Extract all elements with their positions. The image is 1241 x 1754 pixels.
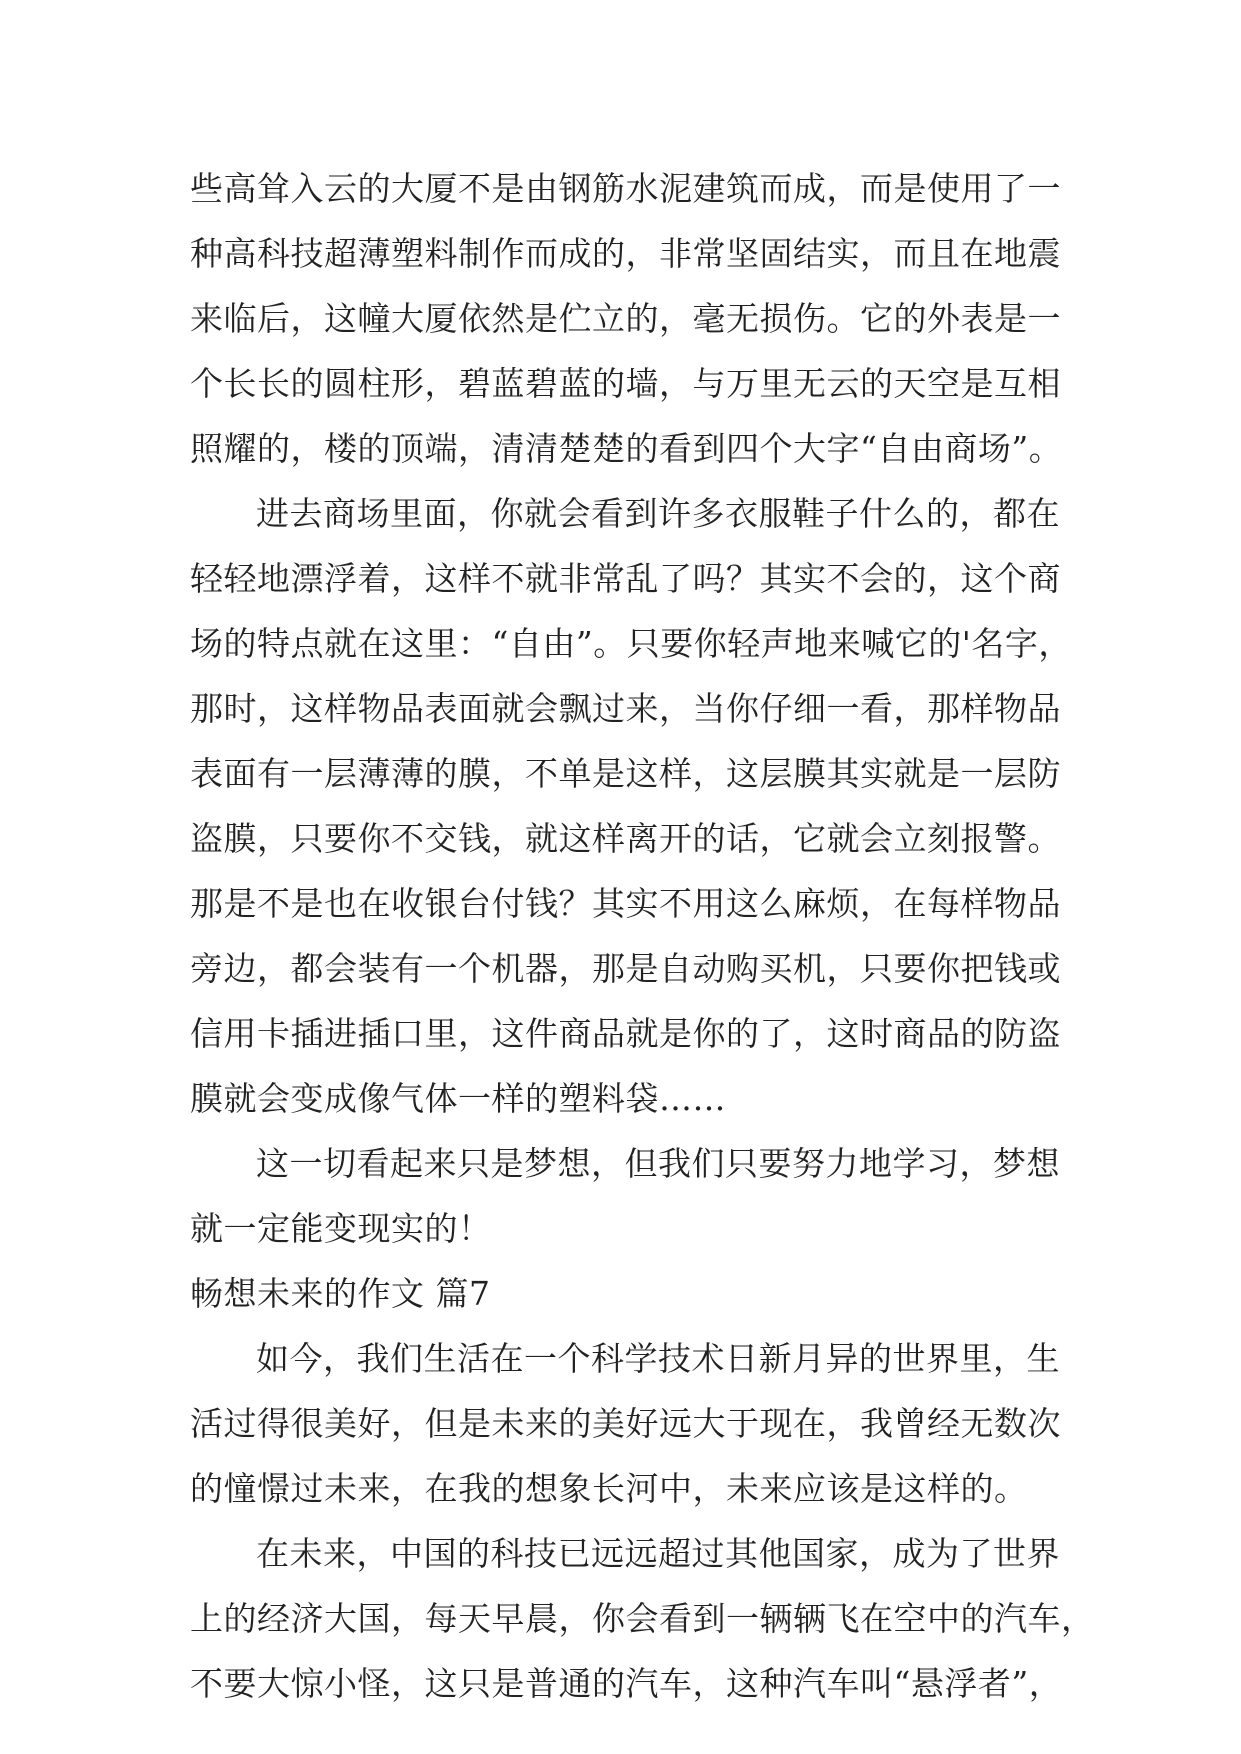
text-line: 的憧憬过未来，在我的想象长河中，未来应该是这样的。 xyxy=(190,1469,1028,1508)
text-line: 上的经济大国，每天早晨，你会看到一辆辆飞在空中的汽车， xyxy=(190,1599,1095,1638)
text-line: 轻轻地漂浮着，这样不就非常乱了吗？其实不会的，这个商 xyxy=(190,559,1061,598)
text-line: 活过得很美好，但是未来的美好远大于现在，我曾经无数次 xyxy=(190,1404,1061,1443)
text-line: 如今，我们生活在一个科学技术日新月异的世界里，生 xyxy=(256,1339,1060,1378)
paragraph-mall xyxy=(190,481,1090,1131)
text-line: 不要大惊小怪，这只是普通的汽车，这种汽车叫“悬浮者”， xyxy=(190,1664,1063,1703)
text-line: 种高科技超薄塑料制作而成的，非常坚固结实，而且在地震 xyxy=(190,234,1061,273)
paragraph-dream xyxy=(190,1131,1090,1261)
text-line: 表面有一层薄薄的膜，不单是这样，这层膜其实就是一层防 xyxy=(190,754,1061,793)
text-line: 这一切看起来只是梦想，但我们只要努力地学习，梦想 xyxy=(256,1144,1060,1183)
text-line: 在未来，中国的科技已远远超过其他国家，成为了世界 xyxy=(256,1534,1060,1573)
text-line: 旁边，都会装有一个机器，那是自动购买机，只要你把钱或 xyxy=(190,949,1061,988)
text-line: 膜就会变成像气体一样的塑料袋…… xyxy=(190,1079,726,1118)
section-heading: 畅想未来的作文 篇7 xyxy=(190,1274,491,1313)
text-line: 场的特点就在这里：“自由”。只要你轻声地来喊它的'名字， xyxy=(190,624,1072,663)
text-line: 信用卡插进插口里，这件商品就是你的了，这时商品的防盗 xyxy=(190,1014,1061,1053)
text-line: 就一定能变现实的！ xyxy=(190,1209,492,1248)
text-line: 那时，这样物品表面就会飘过来，当你仔细一看，那样物品 xyxy=(190,689,1061,728)
document-body xyxy=(190,156,1095,1716)
paragraph-intro xyxy=(190,1326,1090,1521)
text-line: 些高耸入云的大厦不是由钢筋水泥建筑而成，而是使用了一 xyxy=(190,169,1061,208)
text-line: 盗膜，只要你不交钱，就这样离开的话，它就会立刻报警。 xyxy=(190,819,1061,858)
text-line: 照耀的，楼的顶端，清清楚楚的看到四个大字“自由商场”。 xyxy=(190,429,1063,468)
text-line: 那是不是也在收银台付钱？其实不用这么麻烦，在每样物品 xyxy=(190,884,1061,923)
text-line: 个长长的圆柱形，碧蓝碧蓝的墙，与万里无云的天空是互相 xyxy=(190,364,1061,403)
text-line: 进去商场里面，你就会看到许多衣服鞋子什么的，都在 xyxy=(256,494,1060,533)
paragraph-future-cars xyxy=(190,1521,1095,1716)
text-line: 来临后，这幢大厦依然是伫立的，毫无损伤。它的外表是一 xyxy=(190,299,1061,338)
paragraph-skyscraper xyxy=(190,156,1090,481)
